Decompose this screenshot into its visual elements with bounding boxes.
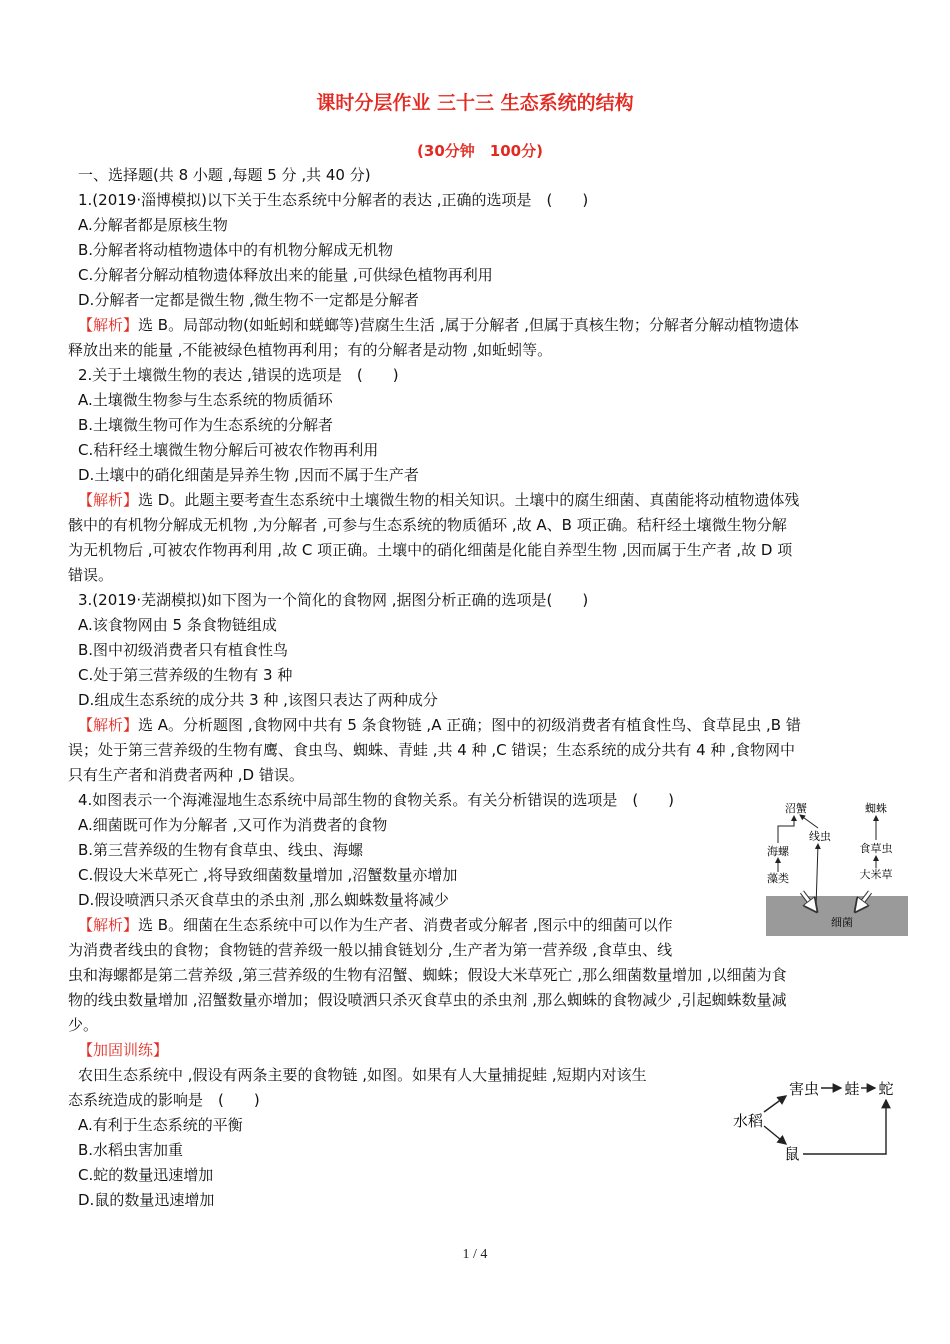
q4-option-c: C.假设大米草死亡 ,将导致细菌数量增加 ,沼蟹数量亦增加 bbox=[78, 866, 458, 884]
label-spider: 蜘蛛 bbox=[865, 802, 887, 815]
q5-stem-cont: 态系统造成的影响是 ( ) bbox=[68, 1091, 260, 1109]
farmland-food-chain-diagram bbox=[728, 1070, 908, 1170]
label-algae: 藻类 bbox=[767, 872, 789, 885]
label-snake: 蛇 bbox=[878, 1080, 894, 1098]
q1-option-c: C.分解者分解动植物遗体释放出来的能量 ,可供绿色植物再利用 bbox=[78, 266, 493, 284]
q3-analysis-cont: 误；处于第三营养级的生物有鹰、食虫鸟、蜘蛛、青蛙 ,共 4 种 ,C 错误；生态系统的成分共有 4 种 ,食物网中 bbox=[68, 741, 796, 759]
q3-option-d: D.组成生态系统的成分共 3 种 ,该图只表达了两种成分 bbox=[78, 691, 438, 709]
wetland-food-web-diagram bbox=[762, 798, 912, 938]
section-heading: 一、选择题(共 8 小题 ,每题 5 分 ,共 40 分) bbox=[78, 166, 371, 184]
q4-analysis-cont: 虫和海螺都是第二营养级 ,第三营养级的生物有沼蟹、蜘蛛；假设大米草死亡 ,那么细菌数量增加 ,以细菌为食 bbox=[68, 966, 787, 984]
food-chain-arrows bbox=[764, 1088, 886, 1154]
label-shen: 沼蟹 bbox=[785, 802, 807, 815]
label-nematode: 线虫 bbox=[809, 830, 831, 843]
food-web-arrows bbox=[778, 815, 876, 908]
q3-option-a: A.该食物网由 5 条食物链组成 bbox=[78, 616, 277, 634]
q1-analysis-cont: 释放出来的能量 ,不能被绿色植物再利用；有的分解者是动物 ,如蚯蚓等。 bbox=[68, 341, 553, 359]
label-pest: 害虫 bbox=[788, 1080, 820, 1098]
q2-analysis-cont: 为无机物后 ,可被农作物再利用 ,故 C 项正确。土壤中的硝化细菌是化能自养型生物 ,因而属于生产者 ,故 D 项 bbox=[68, 541, 793, 559]
q2-option-b: B.土壤微生物可作为生态系统的分解者 bbox=[78, 416, 334, 434]
reinforce-heading: 【加固训练】 bbox=[78, 1041, 169, 1059]
q5-option-c: C.蛇的数量迅速增加 bbox=[78, 1166, 214, 1184]
q5-option-b: B.水稻虫害加重 bbox=[78, 1141, 184, 1159]
q2-analysis-cont: 错误。 bbox=[68, 566, 114, 584]
analysis-tag: 【解析】 bbox=[78, 491, 139, 509]
q1-option-d: D.分解者一定都是微生物 ,微生物不一定都是分解者 bbox=[78, 291, 419, 309]
page-number: 1 / 4 bbox=[462, 1247, 488, 1262]
q2-option-d: D.土壤中的硝化细菌是异养生物 ,因而不属于生产者 bbox=[78, 466, 419, 484]
q3-option-c: C.处于第三营养级的生物有 3 种 bbox=[78, 666, 293, 684]
label-frog: 蛙 bbox=[844, 1080, 860, 1098]
analysis-tag: 【解析】 bbox=[78, 316, 139, 334]
label-bacteria: 细菌 bbox=[831, 916, 853, 929]
q4-analysis-cont: 为消费者线虫的食物；食物链的营养级一般以捕食链划分 ,生产者为第一营养级 ,食草虫、线 bbox=[68, 941, 673, 959]
label-snail: 海螺 bbox=[767, 845, 789, 858]
q2-option-a: A.土壤微生物参与生态系统的物质循环 bbox=[78, 391, 333, 409]
q5-option-d: D.鼠的数量迅速增加 bbox=[78, 1191, 215, 1209]
label-grasshopper: 食草虫 bbox=[859, 842, 893, 855]
q5-option-a: A.有利于生态系统的平衡 bbox=[78, 1116, 243, 1134]
q1-stem: 1.(2019·淄博模拟)以下关于生态系统中分解者的表达 ,正确的选项是 ( ) bbox=[78, 191, 589, 209]
q2-analysis: 【解析】选 D。此题主要考查生态系统中土壤微生物的相关知识。土壤中的腐生细菌、真菌能将动植物遗体残 bbox=[78, 491, 800, 509]
label-rat: 鼠 bbox=[784, 1145, 800, 1163]
q1-analysis: 【解析】选 B。局部动物(如蚯蚓和蜣螂等)营腐生生活 ,属于分解者 ,但属于真核生物；分解者分解动植物遗体 bbox=[78, 316, 799, 334]
q4-option-a: A.细菌既可作为分解者 ,又可作为消费者的食物 bbox=[78, 816, 388, 834]
q1-option-b: B.分解者将动植物遗体中的有机物分解成无机物 bbox=[78, 241, 394, 259]
q2-option-c: C.秸秆经土壤微生物分解后可被农作物再利用 bbox=[78, 441, 379, 459]
analysis-tag: 【解析】 bbox=[78, 916, 139, 934]
q3-stem: 3.(2019·芜湖模拟)如下图为一个简化的食物网 ,据图分析正确的选项是( ) bbox=[78, 591, 589, 609]
q3-analysis: 【解析】选 A。分析题图 ,食物网中共有 5 条食物链 ,A 正确；图中的初级消费者有植食性鸟、食草昆虫 ,B 错 bbox=[78, 716, 801, 734]
q3-option-b: B.图中初级消费者只有植食性鸟 bbox=[78, 641, 289, 659]
q4-analysis-cont: 物的线虫数量增加 ,沼蟹数量亦增加；假设喷洒只杀灭食草虫的杀虫剂 ,那么蜘蛛的食物减少 ,引起蜘蛛数量减 bbox=[68, 991, 787, 1009]
q4-option-d: D.假设喷洒只杀灭食草虫的杀虫剂 ,那么蜘蛛数量将减少 bbox=[78, 891, 449, 909]
q5-stem: 农田生态系统中 ,假设有两条主要的食物链 ,如图。如果有人大量捕捉蛙 ,短期内对该生 bbox=[78, 1066, 647, 1084]
analysis-tag: 【解析】 bbox=[78, 716, 139, 734]
q4-option-b: B.第三营养级的生物有食草虫、线虫、海螺 bbox=[78, 841, 364, 859]
q2-stem: 2.关于土壤微生物的表达 ,错误的选项是 ( ) bbox=[78, 366, 399, 384]
q4-analysis: 【解析】选 B。细菌在生态系统中可以作为生产者、消费者或分解者 ,图示中的细菌可以作 bbox=[78, 916, 673, 934]
label-rice: 水稻 bbox=[732, 1112, 764, 1130]
q4-stem: 4.如图表示一个海滩湿地生态系统中局部生物的食物关系。有关分析错误的选项是 ( ) bbox=[78, 791, 675, 809]
q1-option-a: A.分解者都是原核生物 bbox=[78, 216, 228, 234]
q3-analysis-cont: 只有生产者和消费者两种 ,D 错误。 bbox=[68, 766, 304, 784]
label-cordgrass: 大米草 bbox=[859, 868, 893, 881]
q4-analysis-cont: 少。 bbox=[68, 1016, 99, 1034]
time-score: (30分钟 100分) bbox=[417, 142, 543, 160]
page-title: 课时分层作业 三十三 生态系统的结构 bbox=[316, 92, 634, 114]
q2-analysis-cont: 骸中的有机物分解成无机物 ,为分解者 ,可参与生态系统的物质循环 ,故 A、B 项正确。秸秆经土壤微生物分解 bbox=[68, 516, 787, 534]
